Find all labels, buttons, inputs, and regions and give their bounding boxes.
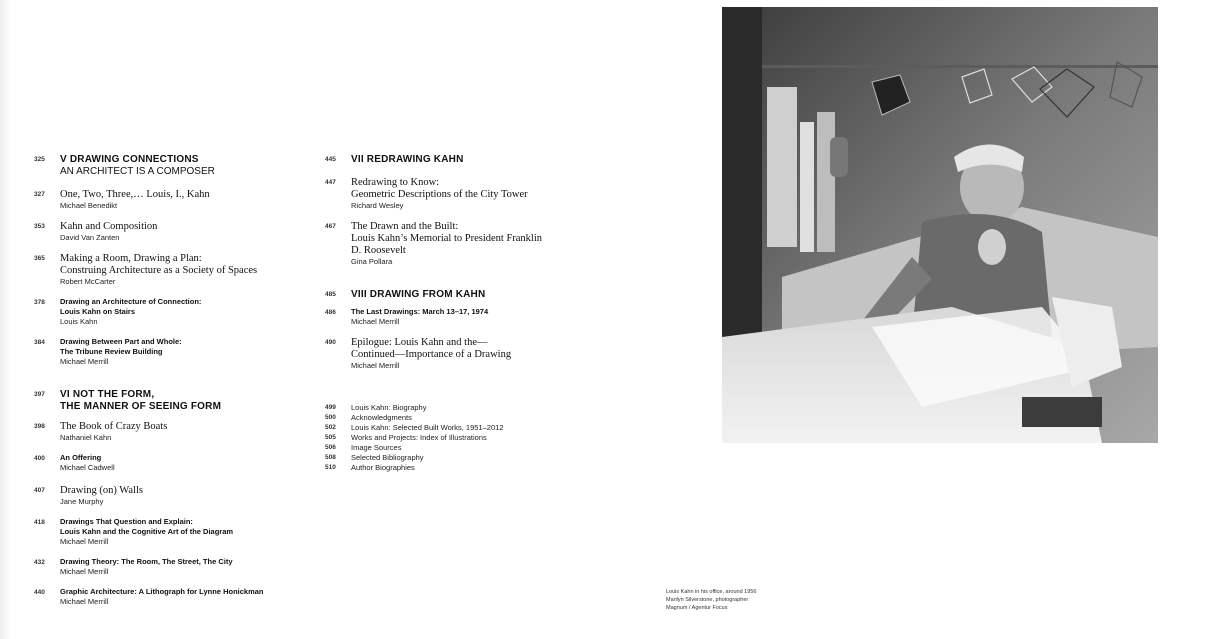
page-number: 400 bbox=[34, 455, 45, 462]
page-number: 445 bbox=[325, 156, 336, 163]
toc-entry-400[interactable] bbox=[34, 453, 304, 473]
section-subtitle: AN ARCHITECT IS A COMPOSER bbox=[60, 166, 215, 177]
entry-title-line2: Louis Kahn on Stairs bbox=[60, 307, 136, 316]
entry-title-line2: The Tribune Review Building bbox=[60, 347, 163, 356]
page-number: 384 bbox=[34, 339, 45, 346]
page-number: 508 bbox=[325, 454, 336, 461]
back-matter-item[interactable] bbox=[325, 443, 605, 453]
entry-title: Drawing Theory: The Room, The Street, The City bbox=[60, 557, 233, 566]
toc-entry-447[interactable] bbox=[325, 177, 605, 211]
toc-section-6[interactable] bbox=[34, 389, 304, 413]
page-number: 407 bbox=[34, 487, 45, 494]
page-number: 432 bbox=[34, 559, 45, 566]
entry-title: Graphic Architecture: A Lithograph for Lynne Honickman bbox=[60, 587, 264, 596]
back-matter-label: Acknowledgments bbox=[351, 413, 412, 422]
back-matter-label: Louis Kahn: Biography bbox=[351, 403, 427, 412]
entry-author: David Van Zanten bbox=[60, 233, 120, 242]
toc-entry-327[interactable] bbox=[34, 189, 304, 211]
section-title: VIII DRAWING FROM KAHN bbox=[351, 289, 486, 300]
entry-author: Michael Merrill bbox=[351, 317, 400, 326]
entry-author: Jane Murphy bbox=[60, 497, 104, 506]
entry-title-line2: Construing Architecture as a Society of Spaces bbox=[60, 265, 258, 276]
entry-title-line2: Louis Kahn and the Cognitive Art of the Diagram bbox=[60, 527, 234, 536]
page-number: 499 bbox=[325, 404, 336, 411]
page-number: 397 bbox=[34, 391, 45, 398]
section-title: VII REDRAWING KAHN bbox=[351, 154, 464, 165]
entry-author: Gina Pollara bbox=[351, 257, 393, 266]
toc-section-5[interactable] bbox=[34, 154, 304, 178]
page-number: 502 bbox=[325, 424, 336, 431]
entry-title: The Book of Crazy Boats bbox=[60, 421, 168, 432]
back-matter-item[interactable] bbox=[325, 413, 605, 423]
entry-title-line1: Redrawing to Know: bbox=[351, 177, 440, 188]
page-gutter bbox=[0, 0, 10, 639]
back-matter-label: Image Sources bbox=[351, 443, 402, 452]
back-matter-item[interactable] bbox=[325, 403, 605, 413]
entry-title-line1: Making a Room, Drawing a Plan: bbox=[60, 253, 202, 264]
toc-entry-365[interactable] bbox=[34, 253, 304, 287]
toc-entry-432[interactable] bbox=[34, 557, 304, 577]
entry-title: An Offering bbox=[60, 453, 102, 462]
caption-line3: Magnum / Agentur Focus bbox=[666, 605, 728, 611]
entry-title-line2: Continued—Importance of a Drawing bbox=[351, 349, 512, 360]
photo-caption bbox=[666, 588, 826, 612]
page-number: 485 bbox=[325, 291, 336, 298]
entry-title-line2: Louis Kahn’s Memorial to President Franklin bbox=[351, 233, 543, 244]
entry-title: Drawing (on) Walls bbox=[60, 485, 143, 496]
entry-title: Kahn and Composition bbox=[60, 221, 158, 232]
back-matter-item[interactable] bbox=[325, 423, 605, 433]
page-number: 440 bbox=[34, 589, 45, 596]
entry-title-line1: The Drawn and the Built: bbox=[351, 221, 459, 232]
entry-author: Michael Merrill bbox=[60, 567, 109, 576]
back-matter-label: Works and Projects: Index of Illustrations bbox=[351, 433, 487, 442]
toc-entry-418[interactable] bbox=[34, 517, 304, 547]
page-number: 325 bbox=[34, 156, 45, 163]
toc-left-column bbox=[34, 154, 304, 617]
entry-author: Michael Cadwell bbox=[60, 463, 115, 472]
back-matter-item[interactable] bbox=[325, 433, 605, 443]
page-number: 398 bbox=[34, 423, 45, 430]
back-matter-item[interactable] bbox=[325, 463, 605, 473]
back-matter-list bbox=[325, 403, 605, 473]
page-number: 353 bbox=[34, 223, 45, 230]
entry-author: Richard Wesley bbox=[351, 201, 404, 210]
section-title-line1: VI NOT THE FORM, bbox=[60, 389, 155, 400]
entry-title-line1: Drawings That Question and Explain: bbox=[60, 517, 193, 526]
office-photo bbox=[722, 7, 1158, 443]
entry-author: Michael Benedikt bbox=[60, 201, 118, 210]
entry-title-line1: Epilogue: Louis Kahn and the— bbox=[351, 337, 488, 348]
toc-entry-353[interactable] bbox=[34, 221, 304, 243]
page-number: 365 bbox=[34, 255, 45, 262]
toc-entry-467[interactable] bbox=[325, 221, 605, 267]
entry-author: Michael Merrill bbox=[60, 357, 109, 366]
toc-entry-384[interactable] bbox=[34, 337, 304, 367]
entry-author: Nathaniel Kahn bbox=[60, 433, 112, 442]
back-matter-label: Author Biographies bbox=[351, 463, 415, 472]
section-title: V DRAWING CONNECTIONS bbox=[60, 154, 199, 165]
entry-author: Louis Kahn bbox=[60, 317, 98, 326]
entry-author: Michael Merrill bbox=[60, 597, 109, 606]
page-number: 500 bbox=[325, 414, 336, 421]
caption-line1: Louis Kahn in his office, around 1956 bbox=[666, 589, 757, 595]
section-title-line2: THE MANNER OF SEEING FORM bbox=[60, 401, 222, 412]
photo-illustration bbox=[722, 7, 1158, 443]
entry-title-line1: Drawing an Architecture of Connection: bbox=[60, 297, 202, 306]
toc-entry-440[interactable] bbox=[34, 587, 304, 607]
entry-title: The Last Drawings: March 13–17, 1974 bbox=[351, 307, 489, 316]
page-number: 467 bbox=[325, 223, 336, 230]
caption-line2: Marilyn Silverstone, photographer bbox=[666, 597, 749, 603]
page-number: 327 bbox=[34, 191, 45, 198]
entry-title-line1: Drawing Between Part and Whole: bbox=[60, 337, 182, 346]
page-number: 418 bbox=[34, 519, 45, 526]
toc-section-8[interactable] bbox=[325, 289, 605, 301]
entry-title: One, Two, Three,… Louis, I., Kahn bbox=[60, 189, 210, 200]
toc-middle-column bbox=[325, 154, 605, 473]
entry-title-line3: D. Roosevelt bbox=[351, 245, 406, 256]
toc-entry-490[interactable] bbox=[325, 337, 605, 371]
entry-title-line2: Geometric Descriptions of the City Tower bbox=[351, 189, 528, 200]
back-matter-label: Selected Bibliography bbox=[351, 453, 424, 462]
back-matter-label: Louis Kahn: Selected Built Works, 1951–2012 bbox=[351, 423, 504, 432]
entry-author: Michael Merrill bbox=[351, 361, 400, 370]
page-number: 510 bbox=[325, 464, 336, 471]
entry-author: Robert McCarter bbox=[60, 277, 116, 286]
toc-entry-486[interactable] bbox=[325, 307, 605, 327]
page-number: 486 bbox=[325, 309, 336, 316]
toc-entry-378[interactable] bbox=[34, 297, 304, 327]
page-number: 505 bbox=[325, 434, 336, 441]
toc-entry-398[interactable] bbox=[34, 421, 304, 443]
back-matter-item[interactable] bbox=[325, 453, 605, 463]
page-number: 490 bbox=[325, 339, 336, 346]
page-number: 506 bbox=[325, 444, 336, 451]
toc-entry-407[interactable] bbox=[34, 485, 304, 507]
toc-section-7[interactable] bbox=[325, 154, 605, 166]
entry-author: Michael Merrill bbox=[60, 537, 109, 546]
page-number: 447 bbox=[325, 179, 336, 186]
page-number: 378 bbox=[34, 299, 45, 306]
